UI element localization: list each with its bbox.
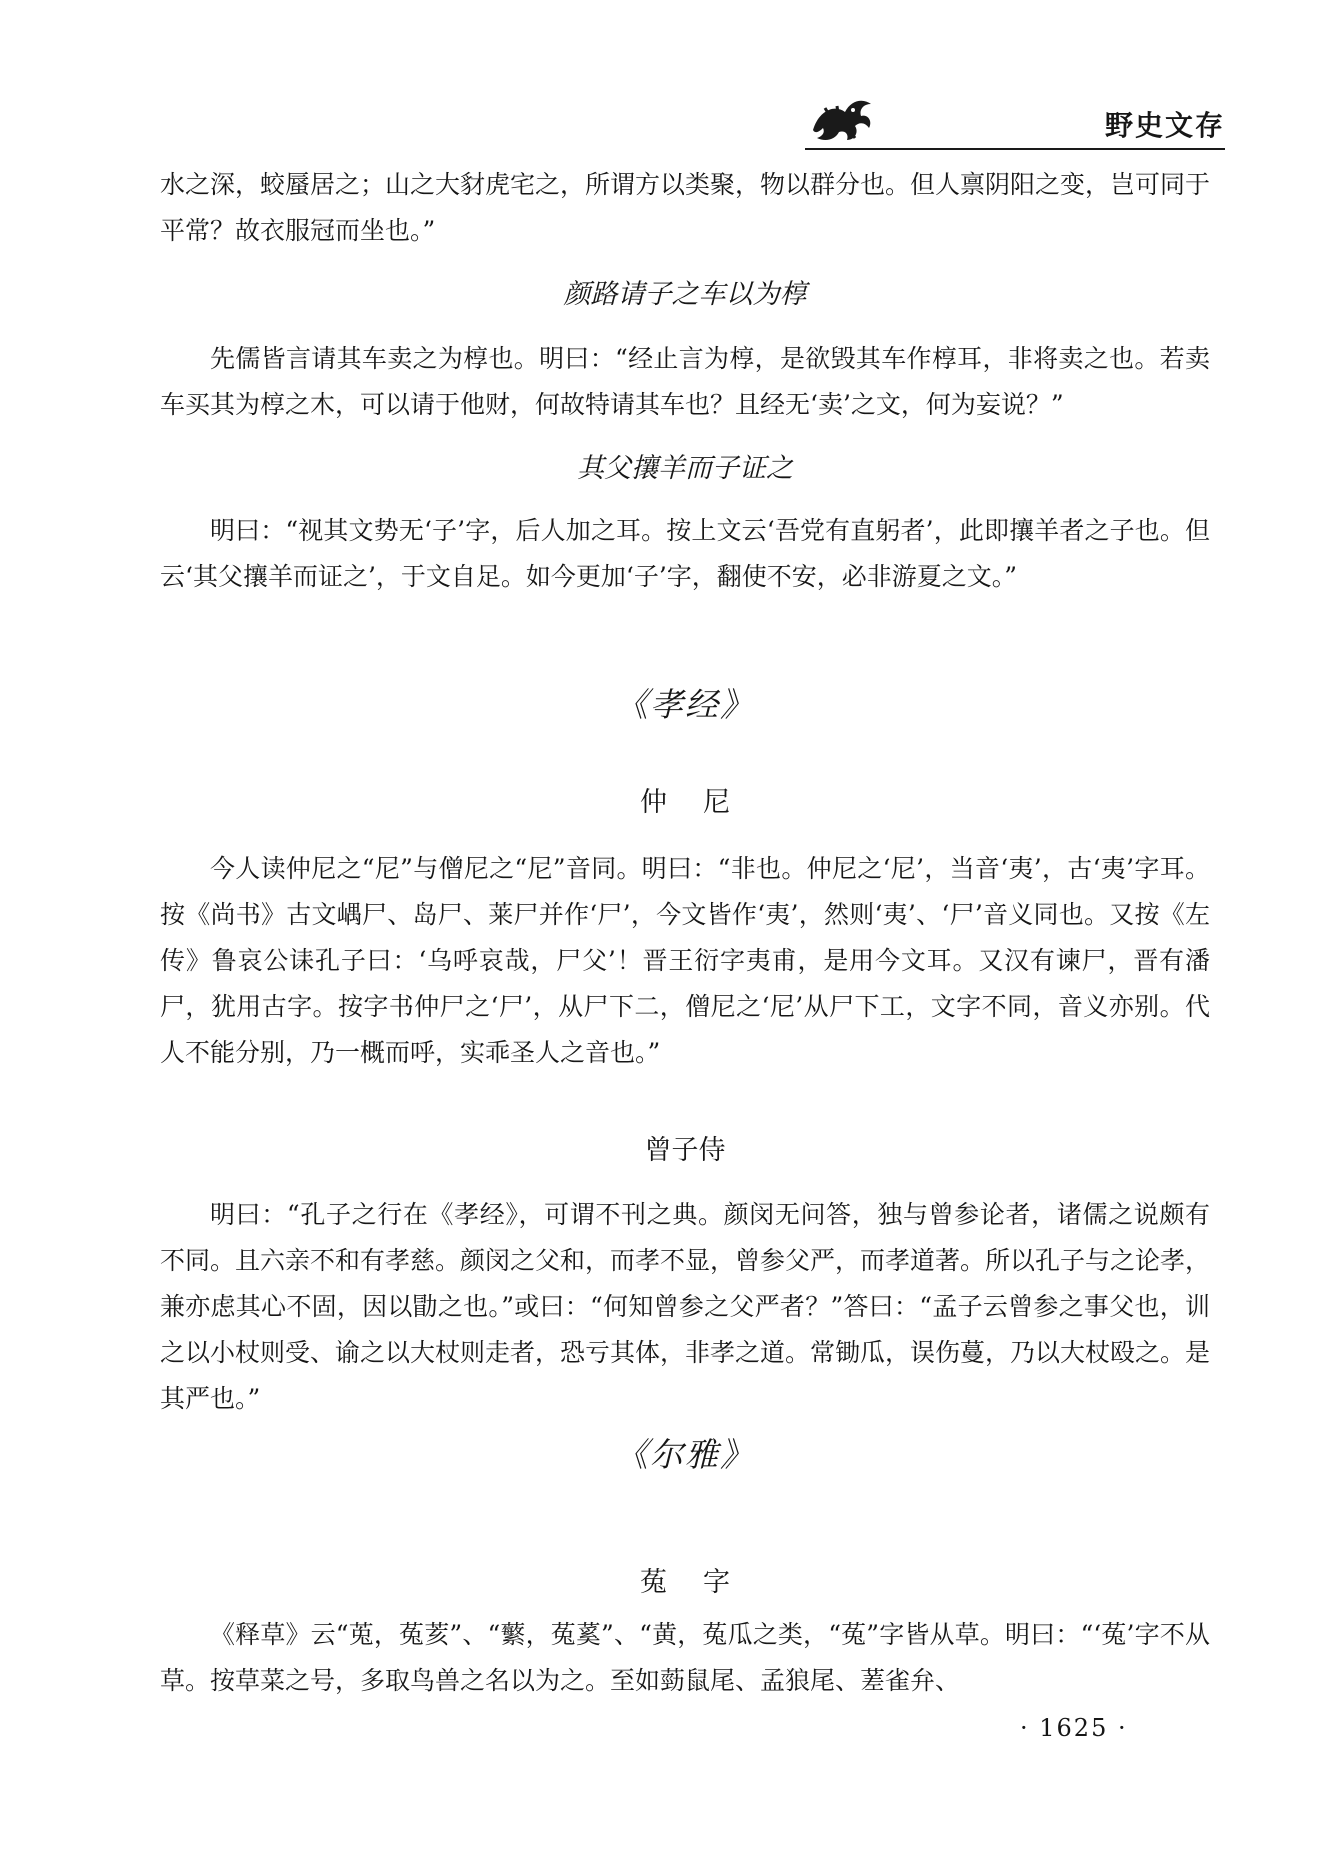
text-block-3 — [160, 336, 1210, 428]
paragraph: 明曰：“视其文势无‘子’字，后人加之耳。按上文云‘吾党有直躬者’，此即攘羊者之子也。但云‘其父攘羊而证之’，于文自足。如今更加‘子’字，翻使不安，必非游夏之文。” — [160, 516, 1210, 591]
section-heading: 仲尼 — [640, 787, 766, 818]
paragraph: 今人读仲尼之“尼”与僧尼之“尼”音同。明曰：“非也。仲尼之‘尼’，当音‘夷’，古‘夷’字耳。按《尚书》古文嵎尸、岛尸、莱尸并作‘尸’，今文皆作‘夷’，然则‘夷’、‘尸’音义同也。又按《左传》鲁哀公诔孔子曰：‘乌呼哀哉，尸父’！晋王衍字夷甫，是用今文耳。又汉有谏尸，晋有潘尸，犹用古字。按字书仲尸之‘尸’，从尸下二，僧尼之‘尼’从尸下工，文字不同，音义亦别。代人不能分别，乃一概而呼，实乖圣人之音也。” — [160, 854, 1210, 1067]
paragraph: 先儒皆言请其车卖之为椁也。明曰：“经止言为椁，是欲毁其车作椁耳，非将卖之也。若卖车买其为椁之木，可以请于他财，何故特请其车也？且经无‘卖’之文，何为妄说？” — [160, 344, 1210, 419]
header-title: 野史文存 — [1104, 109, 1225, 142]
text-block-9 — [160, 1128, 1210, 1174]
text-block-6 — [160, 680, 1210, 730]
text-block-12 — [160, 1560, 1210, 1606]
chapter-title: 《尔雅》 — [615, 1435, 755, 1474]
text-block-1 — [160, 162, 1210, 254]
text-block-8 — [160, 846, 1210, 1076]
dragon-emblem-icon — [805, 90, 879, 148]
section-heading: 其父攘羊而子证之 — [577, 453, 793, 484]
text-block-2 — [160, 272, 1210, 318]
text-block-4 — [160, 446, 1210, 492]
page-number: · 1625 · — [1020, 1714, 1128, 1742]
text-block-7 — [160, 780, 1210, 826]
text-block-11 — [160, 1430, 1210, 1480]
running-header — [805, 86, 1225, 156]
header-rule — [805, 148, 1225, 150]
chapter-title: 《孝经》 — [615, 685, 755, 724]
text-block-10 — [160, 1192, 1210, 1422]
paragraph: 明曰：“孔子之行在《孝经》，可谓不刊之典。颜闵无问答，独与曾参论者，诸儒之说颇有不同。且六亲不和有孝慈。颜闵之父和，而孝不显，曾参父严，而孝道著。所以孔子与之论孝，兼亦虑其心不固，因以勖之也。”或曰：“何知曾参之父严者？”答曰：“孟子云曾参之事父也，训之以小杖则受、谕之以大杖则走者，恐亏其体，非孝之道。常锄瓜，误伤蔓，乃以大杖殴之。是其严也。” — [160, 1200, 1211, 1413]
paragraph: 《释草》云“莵，菟荄”、“蘩，菟蒵”、“黄，菟瓜之类，“菟”字皆从草。明曰：“‘菟’字不从草。按草菜之号，多取鸟兽之名以为之。至如葝鼠尾、孟狼尾、蒫雀弁、 — [160, 1620, 1210, 1695]
section-heading: 菟字 — [640, 1567, 766, 1598]
text-block-5 — [160, 508, 1210, 600]
section-heading: 曾子侍 — [644, 1135, 726, 1166]
paragraph: 水之深，蛟蜃居之；山之大豺虎宅之，所谓方以类聚，物以群分也。但人禀阴阳之变，岂可同于平常？故衣服冠而坐也。” — [160, 170, 1211, 245]
text-block-13 — [160, 1612, 1210, 1704]
section-heading: 颜路请子之车以为椁 — [563, 279, 807, 310]
